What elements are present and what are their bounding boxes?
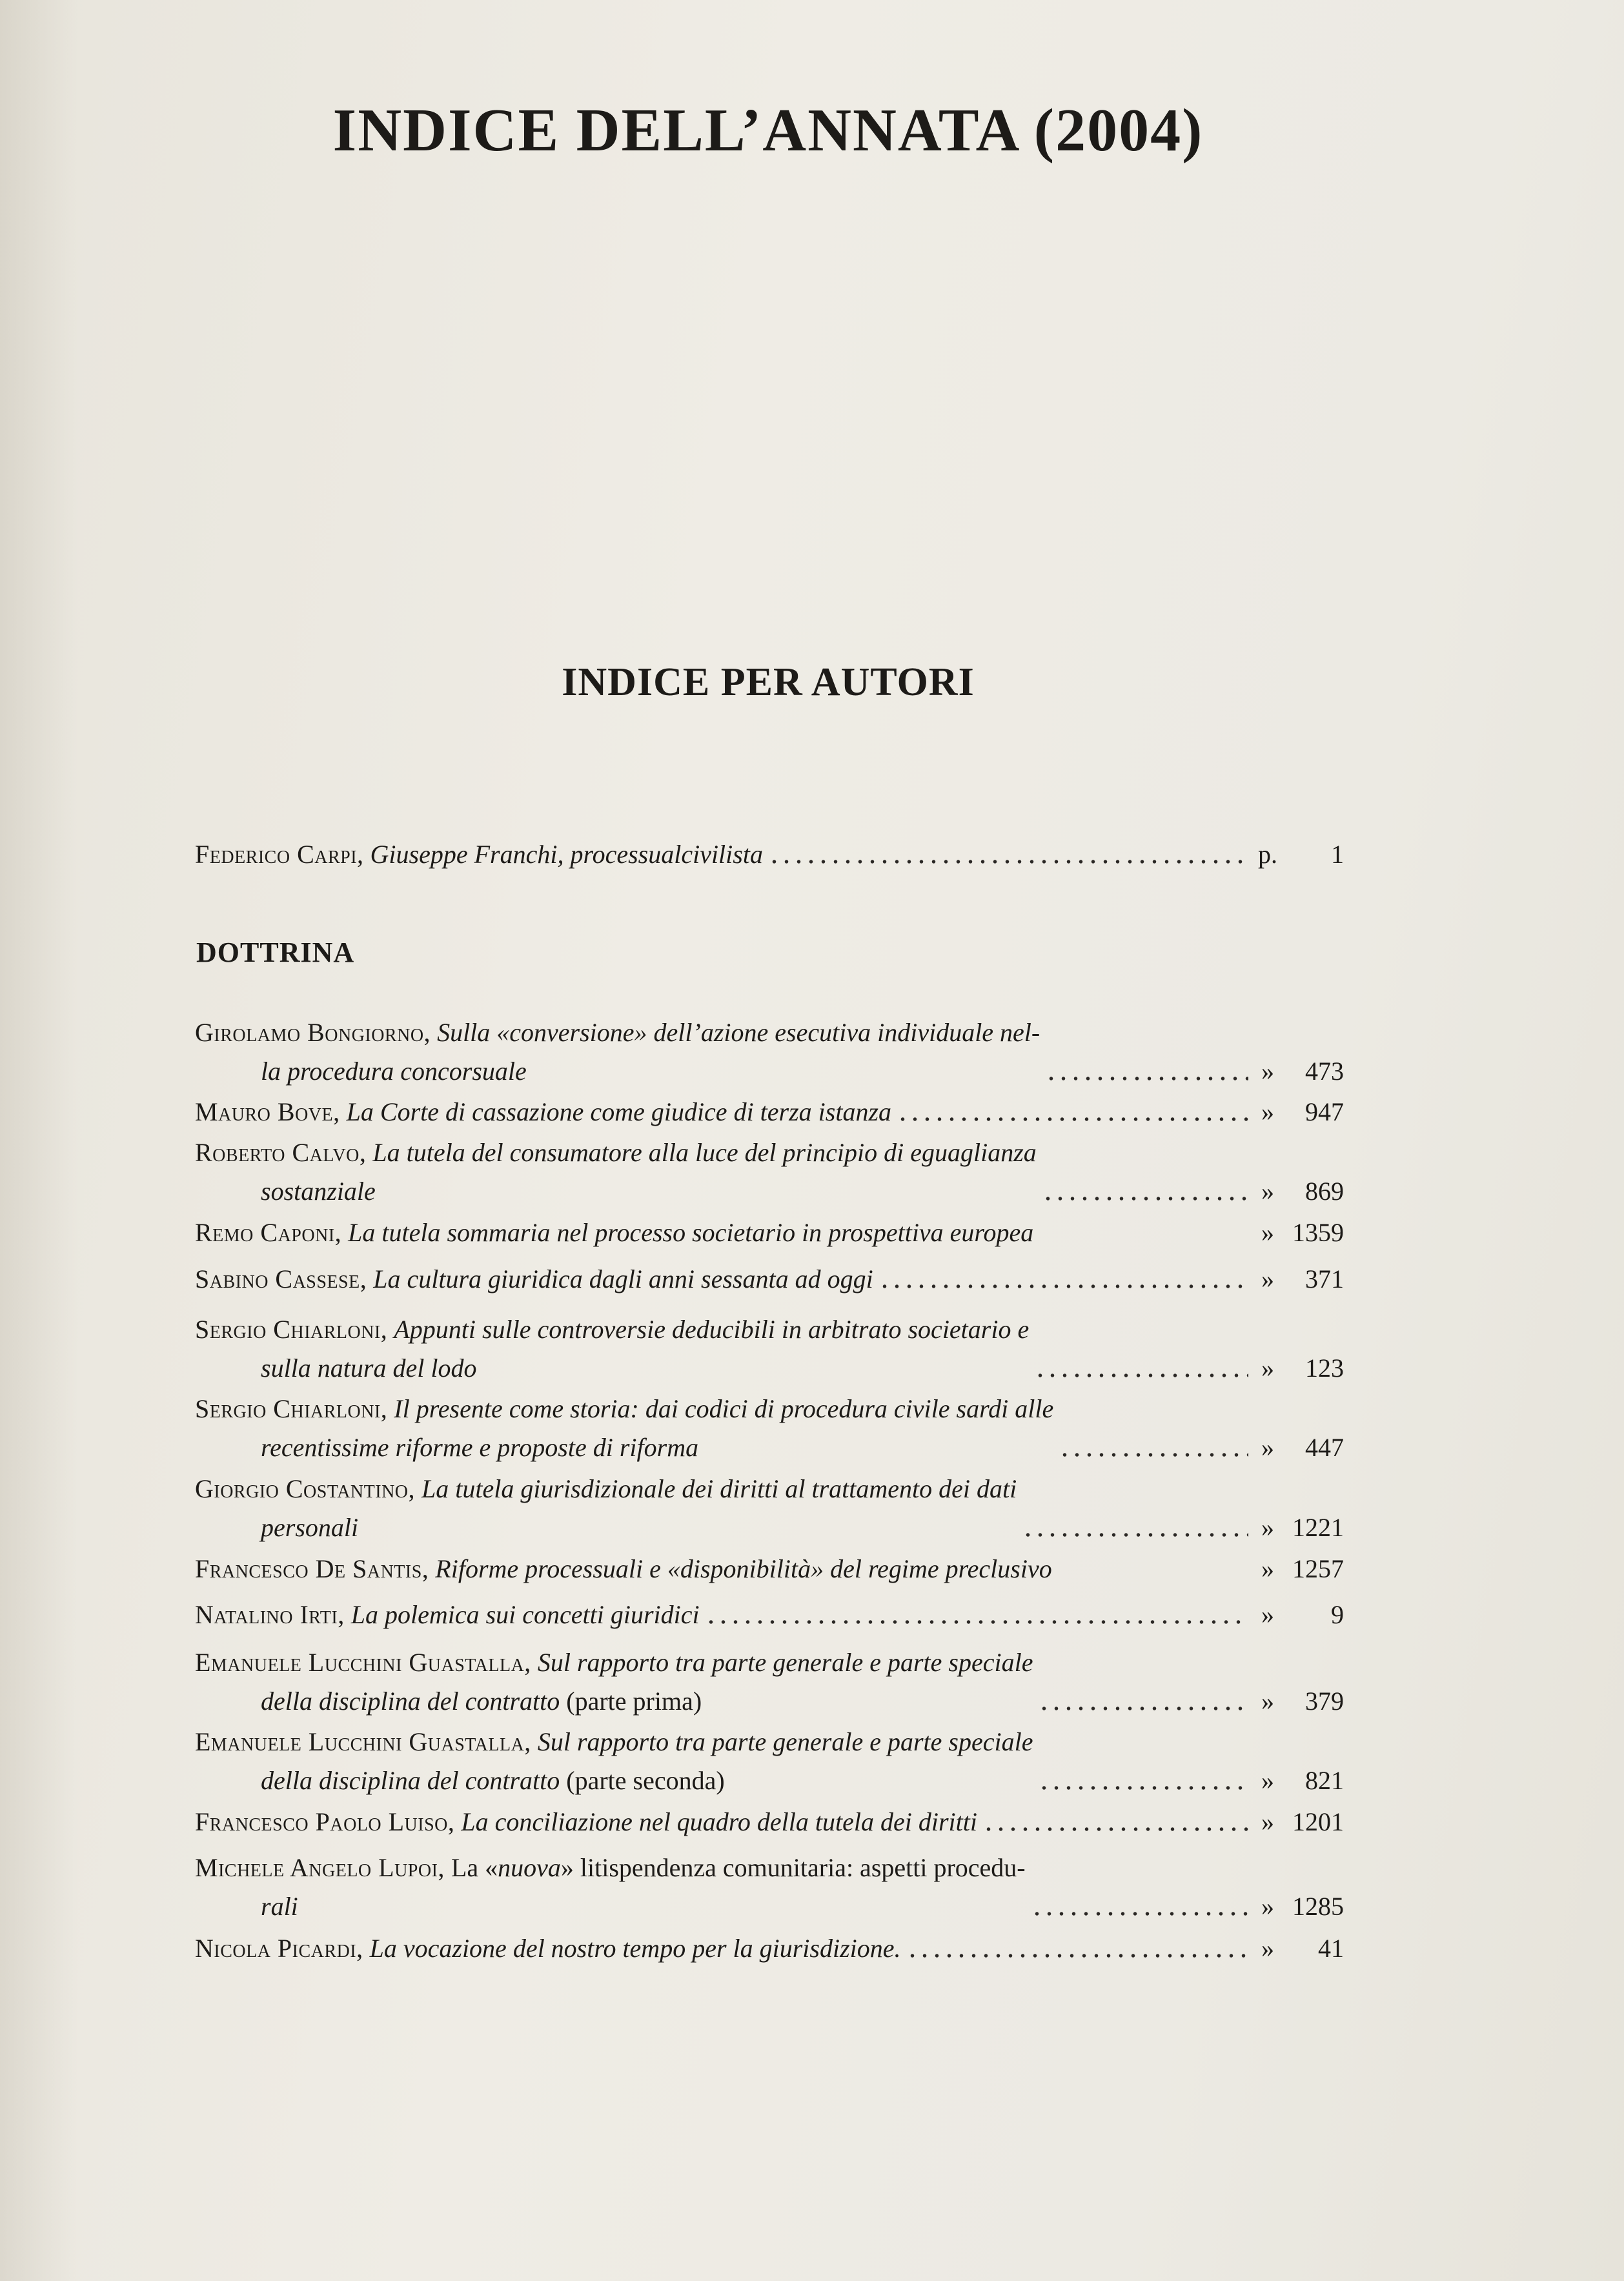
entry-title: La vocazione del nostro tempo per la giurisdizione.	[369, 1934, 901, 1963]
ditto-mark: »	[1261, 1934, 1274, 1963]
ditto-mark: »	[1261, 1513, 1274, 1542]
ditto-mark: »	[1261, 1057, 1274, 1086]
ditto-mark: »	[1261, 1892, 1274, 1921]
dot-leader	[1022, 1532, 1248, 1538]
entry-title: Sul rapporto tra parte generale e parte speciale	[537, 1648, 1033, 1677]
page-number: 869	[1305, 1177, 1344, 1206]
index-entry	[195, 1260, 1344, 1299]
entry-author: Francesco Paolo Luiso,	[195, 1807, 455, 1836]
page-number: 821	[1305, 1766, 1344, 1795]
section-title: INDICE PER AUTORI	[562, 660, 975, 704]
page-number: 123	[1305, 1353, 1344, 1383]
index-entry	[195, 1596, 1344, 1634]
entry-author: Sergio Chiarloni,	[195, 1315, 388, 1344]
index-entry	[195, 1013, 1344, 1091]
entry-title: Il presente come storia: dai codici di procedura civile sardi alle	[394, 1394, 1054, 1423]
entry-author: Emanuele Lucchini Guastalla,	[195, 1648, 531, 1677]
entry-title-continued: della disciplina del contratto	[261, 1766, 560, 1795]
index-entry	[195, 1643, 1344, 1721]
entry-author: Emanuele Lucchini Guastalla,	[195, 1727, 531, 1756]
dot-leader	[878, 1283, 1248, 1290]
entry-author: Sabino Cassese,	[195, 1264, 367, 1293]
page-number: 947	[1305, 1097, 1344, 1126]
entry-title: La Corte di cassazione come giudice di terza istanza	[346, 1097, 892, 1126]
entry-author: Francesco De Santis,	[195, 1554, 429, 1583]
index-entry	[195, 1849, 1344, 1926]
entry-author: Nicola Picardi,	[195, 1934, 363, 1963]
index-entry	[195, 1310, 1344, 1388]
entry-title: La tutela giurisdizionale dei diritti al trattamento dei dati	[421, 1474, 1017, 1503]
entry-author: Michele Angelo Lupoi,	[195, 1853, 445, 1882]
entry-author: Roberto Calvo,	[195, 1138, 367, 1167]
ditto-mark: »	[1261, 1264, 1274, 1293]
dot-leader	[705, 1619, 1248, 1625]
entry-title: Riforme processuali e «disponibilità» del regime preclusivo	[435, 1554, 1052, 1583]
page-number: 1221	[1292, 1513, 1344, 1542]
page-number: 371	[1305, 1264, 1344, 1293]
dot-leader	[1045, 1075, 1248, 1082]
page-gutter-shadow	[0, 0, 77, 2281]
ditto-mark: »	[1261, 1600, 1274, 1629]
page-number: 1201	[1292, 1807, 1344, 1836]
entry-author: Giorgio Costantino,	[195, 1474, 416, 1503]
page-number: 1257	[1292, 1554, 1344, 1583]
ditto-mark: »	[1261, 1766, 1274, 1795]
entry-title: Appunti sulle controversie deducibili in arbitrato societario e	[394, 1315, 1030, 1344]
entry-title-continued: sostanziale	[261, 1177, 376, 1206]
page-number: 473	[1305, 1057, 1344, 1086]
page-marker: p.	[1258, 840, 1277, 869]
index-entry	[195, 1390, 1344, 1467]
entry-title-continued: della disciplina del contratto	[261, 1687, 560, 1716]
entry-title: La conciliazione nel quadro della tutela dei diritti	[461, 1807, 977, 1836]
ditto-mark: »	[1261, 1218, 1274, 1247]
index-entry	[195, 1803, 1344, 1841]
entry-title: Sul rapporto tra parte generale e parte speciale	[537, 1727, 1033, 1756]
page-number: 447	[1305, 1433, 1344, 1462]
index-entry	[195, 1929, 1344, 1968]
entry-title: La cultura giuridica dagli anni sessanta ad oggi	[373, 1264, 873, 1293]
dot-leader	[1034, 1372, 1248, 1379]
entry-title: La polemica sui concetti giuridici	[350, 1600, 700, 1629]
dot-leader	[1057, 1573, 1248, 1579]
dot-leader	[1059, 1452, 1248, 1458]
entry-title-continued: la procedura concorsuale	[261, 1057, 527, 1086]
entry-part-note: (parte prima)	[560, 1687, 702, 1716]
entry-title-continued: sulla natura del lodo	[261, 1353, 477, 1383]
dot-leader	[1031, 1911, 1248, 1917]
intro-entry	[195, 835, 1344, 874]
index-entry	[195, 1093, 1344, 1131]
dot-leader	[897, 1116, 1248, 1122]
page-title: INDICE DELL’ANNATA (2004)	[332, 97, 1204, 164]
dot-leader	[1042, 1195, 1248, 1202]
page-number: 379	[1305, 1687, 1344, 1716]
dot-leader	[1038, 1705, 1248, 1712]
index-entry	[195, 1470, 1344, 1547]
page-number: 41	[1318, 1934, 1344, 1963]
entry-title: Sulla «conversione» dell’azione esecutiva individuale nel-	[437, 1018, 1040, 1047]
index-entry	[195, 1723, 1344, 1800]
entry-author: Girolamo Bongiorno,	[195, 1018, 431, 1047]
index-entry	[195, 1133, 1344, 1211]
ditto-mark: »	[1261, 1433, 1274, 1462]
page-number: 1359	[1292, 1218, 1344, 1247]
entry-title: La tutela del consumatore alla luce del principio di eguaglianza	[372, 1138, 1037, 1167]
ditto-mark: »	[1261, 1554, 1274, 1583]
ditto-mark: »	[1261, 1097, 1274, 1126]
page-number: 1285	[1292, 1892, 1344, 1921]
ditto-mark: »	[1261, 1353, 1274, 1383]
dot-leader	[982, 1826, 1248, 1832]
dot-leader	[768, 858, 1248, 865]
category-heading: DOTTRINA	[196, 937, 355, 968]
entry-author: Natalino Irti,	[195, 1600, 345, 1629]
entry-author: Remo Caponi,	[195, 1218, 342, 1247]
entry-title-continued: recentissime riforme e proposte di riforma	[261, 1433, 699, 1462]
page-number: 9	[1331, 1600, 1344, 1629]
ditto-mark: »	[1261, 1807, 1274, 1836]
dot-leader	[1039, 1237, 1248, 1243]
page-number: 1	[1331, 840, 1344, 869]
index-entry	[195, 1550, 1344, 1588]
entry-part-note: (parte seconda)	[560, 1766, 725, 1795]
dot-leader	[906, 1952, 1248, 1959]
entry-author: Federico Carpi,	[195, 840, 364, 869]
entry-title: La tutela sommaria nel processo societario in prospettiva europea	[348, 1218, 1034, 1247]
entry-title-continued: personali	[261, 1513, 359, 1542]
ditto-mark: »	[1261, 1177, 1274, 1206]
ditto-mark: »	[1261, 1687, 1274, 1716]
dot-leader	[1038, 1785, 1248, 1791]
entry-author: Sergio Chiarloni,	[195, 1394, 388, 1423]
entry-title: Giuseppe Franchi, processualcivilista	[370, 840, 763, 869]
index-entry	[195, 1213, 1344, 1252]
entry-author: Mauro Bove,	[195, 1097, 340, 1126]
entry-title-continued: rali	[261, 1892, 298, 1921]
entry-title: La «nuova» litispendenza comunitaria: aspetti procedu-	[451, 1853, 1026, 1882]
